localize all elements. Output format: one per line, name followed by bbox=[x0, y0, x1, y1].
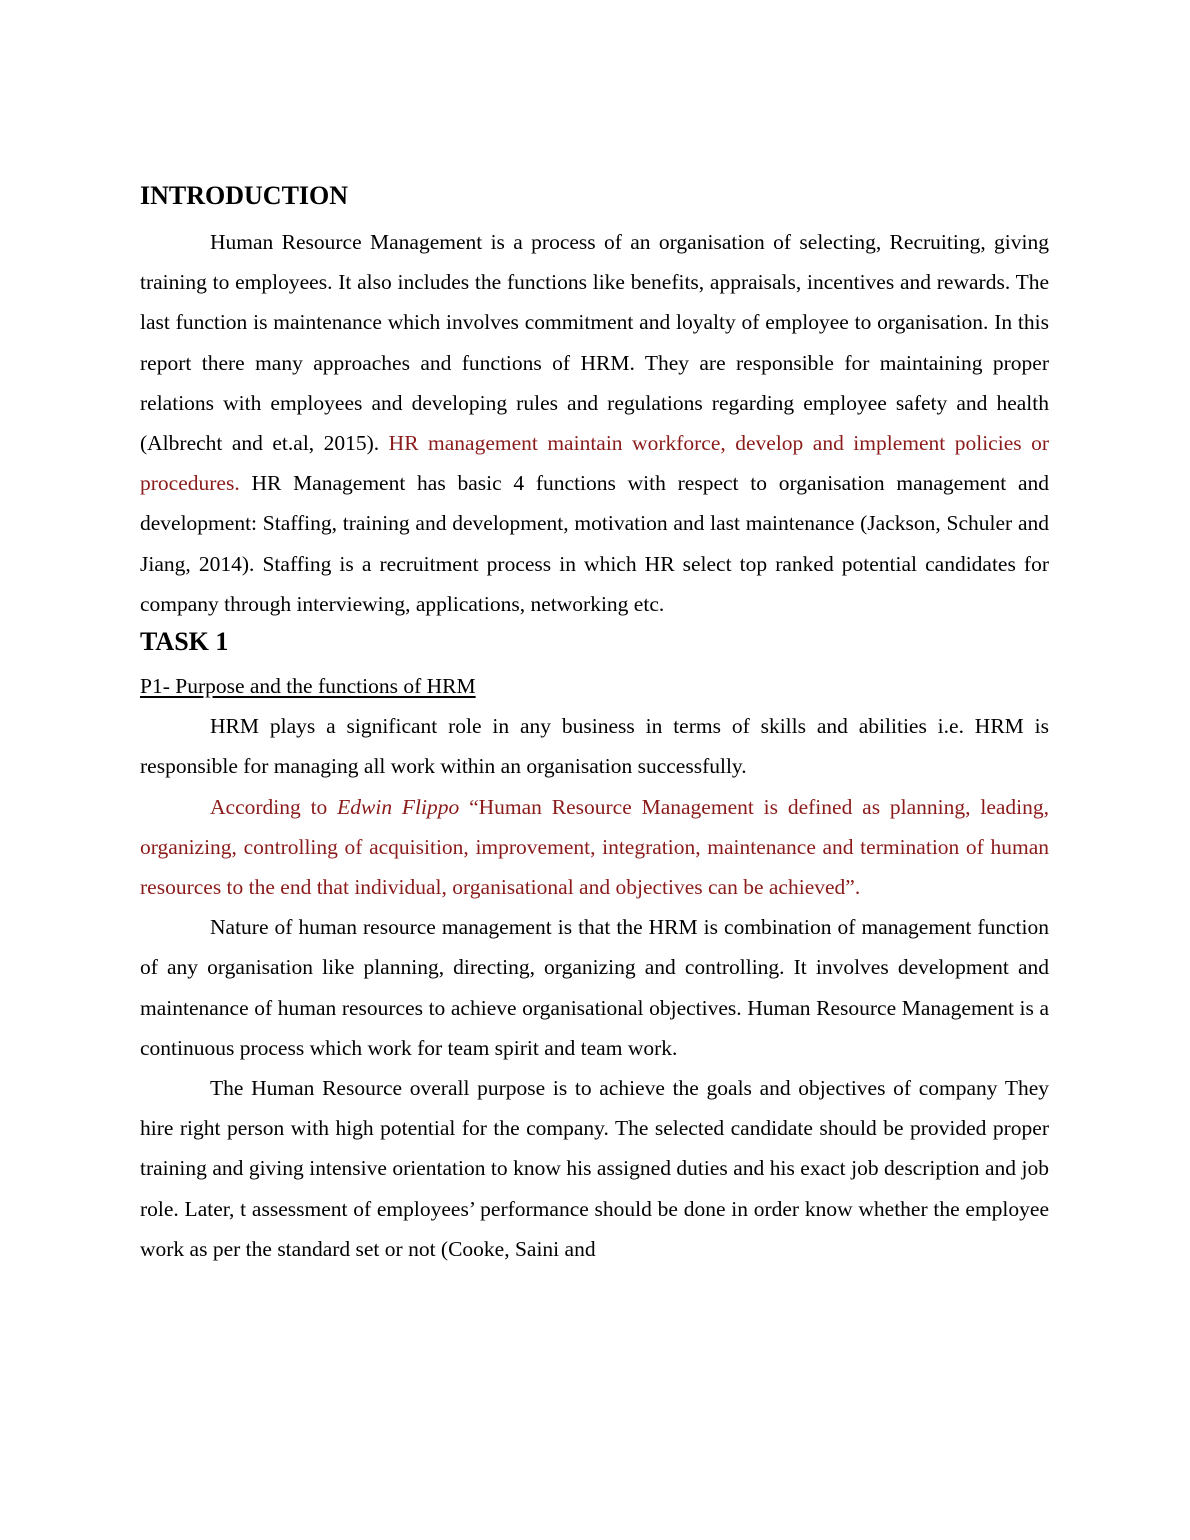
quote-lead: According to bbox=[210, 794, 338, 819]
intro-highlighted-text: HR management maintain workforce, develop and implement policies or procedures. bbox=[140, 431, 1049, 496]
intro-text-part-2: HR Management has basic 4 functions with respect to organisation management and development: Staffing, training and development, motivation and last maintenance (Jackson, Schuler and Jiang, 2014). Staffing is a recruitment process in which HR select top ranked potential candidates for company through interviewing, applications, networking etc. bbox=[140, 471, 1049, 616]
quote-author: Edwin Flippo bbox=[337, 794, 460, 819]
document-page bbox=[140, 178, 1049, 1269]
hrm-nature-paragraph: Nature of human resource management is that the HRM is combination of management function of any organisation like planning, directing, organizing and controlling. It involves development and maintenance of human resources to achieve organisational objectives. Human Resource Management is a continuous process which work for team spirit and team work. bbox=[140, 915, 1049, 1060]
introduction-paragraph bbox=[140, 222, 1049, 624]
task-1-subheading bbox=[140, 666, 1049, 706]
p1-subheading-text: P1- Purpose and the functions of HRM bbox=[140, 674, 476, 699]
introduction-heading: INTRODUCTION bbox=[140, 181, 349, 210]
task-1-heading: TASK 1 bbox=[140, 627, 229, 657]
hrm-role-paragraph: HRM plays a significant role in any business in terms of skills and abilities i.e. HRM is responsible for managing all work within an organisation successfully. bbox=[140, 714, 1049, 779]
intro-text-part-1: Human Resource Management is a process of an organisation of selecting, Recruiting, giving training to employees. It also includes the functions like benefits, appraisals, incentives and rewards. The last function is maintenance which involves commitment and loyalty of employee to organisation. In this report there many approaches and functions of HRM. They are responsible for maintaining proper relations with employees and developing rules and regulations regarding employee safety and health (Albrecht and et.al, 2015). bbox=[140, 230, 1049, 456]
quote-body: “Human Resource Management is defined as planning, leading, organizing, controlling of acquisition, improvement, integration, maintenance and termination of human resources to the end that individual, organisational and objectives can be achieved”. bbox=[140, 794, 1050, 900]
flippo-quote-paragraph bbox=[140, 787, 1049, 908]
hr-purpose-paragraph: The Human Resource overall purpose is to achieve the goals and objectives of company They hire right person with high potential for the company. The selected candidate should be provided proper training and giving intensive orientation to know his assigned duties and his exact job description and job role. Later, t assessment of employees’ performance should be done in order know whether the employee work as per the standard set or not (Cooke, Saini and bbox=[140, 1076, 1049, 1261]
